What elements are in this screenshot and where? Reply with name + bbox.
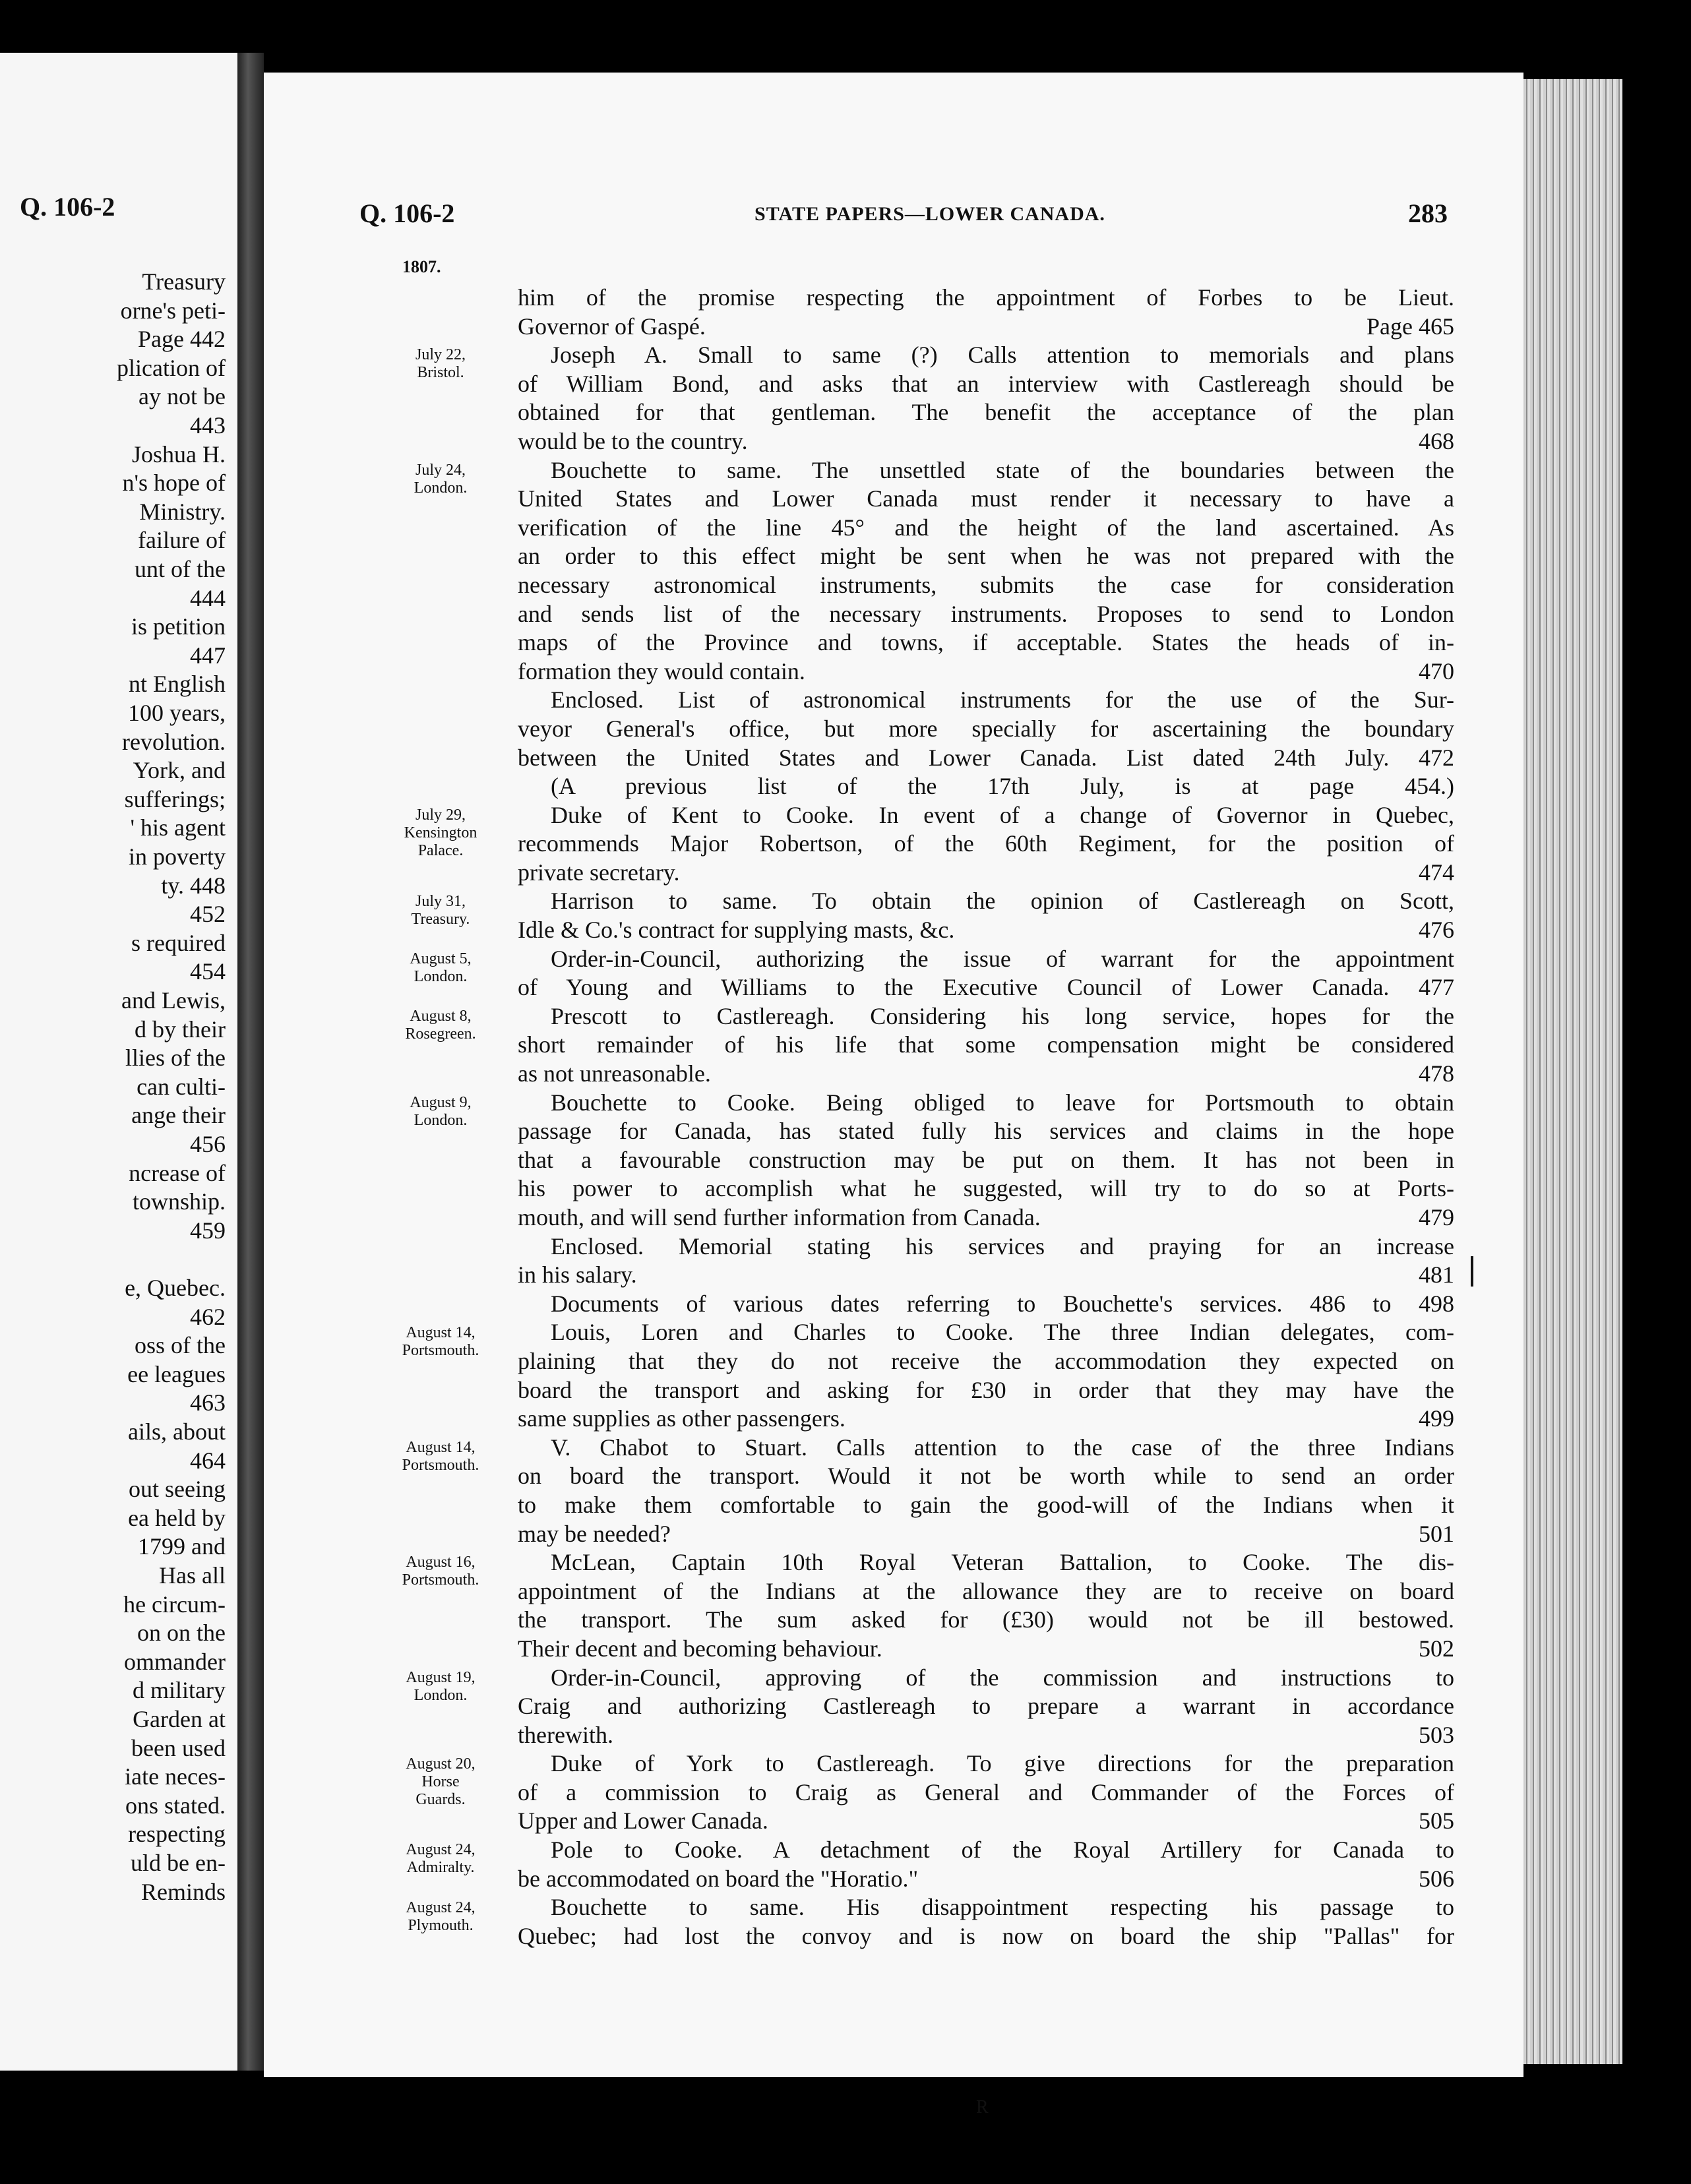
left-page-line: ommander [124, 1648, 226, 1675]
left-page-line: iate neces- [125, 1763, 226, 1790]
body-line [518, 1836, 1454, 1865]
margin-note-line: July 29, [415, 806, 466, 824]
signature-mark: R [976, 2097, 989, 2117]
margin-note-line: August 19, [406, 1668, 476, 1686]
margin-note-line: London. [414, 967, 468, 985]
left-page-line: ange their [131, 1102, 226, 1129]
body-line-text: Prescott to Castlereagh. Considering his long service, hopes for the [551, 1002, 1454, 1029]
left-page-line: 443 [190, 412, 226, 439]
body-line-text: recommends Major Robertson, of the 60th Regiment, for the position of [518, 830, 1454, 857]
margin-date-place [361, 1094, 520, 1130]
body-line-text: McLean, Captain 10th Royal Veteran Battalion, to Cooke. The dis- [551, 1549, 1454, 1576]
body-line [518, 973, 1454, 1002]
body-line-text: short remainder of his life that some compensation might be considered [518, 1031, 1454, 1058]
margin-note-line: Horse [421, 1773, 460, 1790]
body-line-text: be accommodated on board the "Horatio." [518, 1865, 919, 1892]
body-line-text: verification of the line 45° and the height of the land ascertained. As [518, 514, 1454, 541]
body-line [518, 1635, 1454, 1664]
body-line [518, 456, 1454, 485]
body-line [518, 916, 1454, 945]
left-page-line: on on the [137, 1620, 226, 1647]
body-line-text: the transport. The sum asked for (£30) would not be ill bestowed. [518, 1606, 1454, 1633]
body-line-text: on board the transport. Would it not be worth while to send an order [518, 1463, 1454, 1490]
left-page-line: Ministry. [139, 498, 226, 525]
left-page-line: n's hope of [122, 470, 226, 497]
body-line [518, 1548, 1454, 1577]
body-line [518, 571, 1454, 600]
margin-note-line: August 24, [406, 1898, 476, 1916]
left-page [0, 53, 237, 2071]
margin-note-line: Palace. [417, 841, 464, 859]
left-page-header: Q. 106-2 [20, 192, 115, 222]
left-page-line: Reminds [140, 1878, 226, 1905]
margin-date-place [361, 893, 520, 928]
margin-note-line: London. [414, 1686, 468, 1704]
left-page-line: oss of the [135, 1332, 226, 1359]
body-line [518, 1318, 1454, 1347]
margin-note-line: August 24, [406, 1841, 476, 1859]
page-reference: 502 [1419, 1635, 1454, 1662]
body-line [518, 1174, 1454, 1203]
page-reference: 468 [1419, 427, 1454, 454]
left-page-line: ee leagues [127, 1360, 226, 1387]
left-page-line: 456 [190, 1131, 226, 1157]
body-line-text: Order-in-Council, approving of the commission and instructions to [551, 1664, 1454, 1691]
body-line [518, 600, 1454, 629]
margin-note-line: August 16, [406, 1554, 476, 1571]
body-line [518, 1203, 1454, 1232]
page-number: 283 [1408, 198, 1448, 228]
left-page-line: and Lewis, [121, 987, 226, 1014]
body-line-text: necessary astronomical instruments, submits the case for consideration [518, 571, 1454, 598]
body-line-text: veyor General's office, but more specially for ascertaining the boundary [518, 715, 1454, 742]
body-line-text: passage for Canada, has stated fully his services and claims in the hope [518, 1118, 1454, 1145]
body-line [518, 398, 1454, 427]
margin-date-place [361, 1008, 520, 1043]
body-line [518, 284, 1454, 313]
body-line-text: private secretary. [518, 859, 680, 886]
reference-code: Q. 106-2 [359, 198, 455, 228]
body-line-text: Quebec; had lost the convoy and is now on board the ship "Pallas" for [518, 1922, 1454, 1949]
body-line-text: same supplies as other passengers. [518, 1405, 846, 1432]
left-page-line: Page 442 [138, 326, 226, 353]
book-gutter [237, 53, 264, 2071]
body-line-text: of William Bond, and asks that an interview with Castlereagh should be [518, 370, 1454, 397]
body-line-text: Bouchette to Cooke. Being obliged to leave for Portsmouth to obtain [551, 1089, 1454, 1116]
body-line-text: of Young and Williams to the Executive Council of Lower Canada. 477 [518, 974, 1454, 1001]
left-page-line: in poverty [129, 843, 226, 870]
body-line [518, 485, 1454, 514]
body-line-text: mouth, and will send further information from Canada. [518, 1204, 1041, 1230]
body-text [518, 284, 1454, 1951]
left-page-line: 464 [190, 1447, 226, 1474]
left-page-line: township. [132, 1188, 226, 1215]
body-line [518, 657, 1454, 686]
body-line [518, 1893, 1454, 1922]
margin-date-place [361, 1755, 520, 1809]
left-page-line: Joshua H. [132, 440, 226, 468]
body-line [518, 628, 1454, 657]
page-title: STATE PAPERS—LOWER CANADA. [754, 203, 1105, 225]
body-line [518, 370, 1454, 399]
body-line-text: Upper and Lower Canada. [518, 1807, 768, 1835]
margin-note-line: August 9, [410, 1093, 472, 1111]
margin-date-place [361, 1669, 520, 1705]
left-page-line: failure of [138, 527, 226, 554]
page-reference: 505 [1419, 1807, 1454, 1835]
page-reference: 470 [1419, 657, 1454, 684]
page-reference: 503 [1419, 1721, 1454, 1748]
left-page-line: ea held by [128, 1504, 226, 1531]
margin-note-line: Rosegreen. [405, 1025, 476, 1043]
body-line-text: may be needed? [518, 1520, 671, 1547]
margin-note-line: July 24, [415, 461, 466, 479]
left-page-line: revolution. [122, 728, 226, 755]
margin-note-line: Portsmouth. [402, 1341, 479, 1359]
margin-note-line: London. [414, 479, 468, 497]
left-page-line: uld be en- [131, 1850, 226, 1876]
left-page-line: ails, about [128, 1418, 226, 1445]
body-line-text: that a favourable construction may be put on them. It has not been in [518, 1146, 1454, 1173]
margin-note-line: Bristol. [417, 364, 464, 382]
left-page-line: can culti- [137, 1073, 226, 1100]
body-line [518, 1721, 1454, 1750]
body-line-text: Bouchette to same. The unsettled state of the boundaries between the [551, 456, 1454, 483]
body-line [518, 1347, 1454, 1376]
margin-date-place [361, 950, 520, 986]
body-line-text: to make them comfortable to gain the good-will of the Indians when it [518, 1491, 1454, 1518]
body-line [518, 1405, 1454, 1434]
page-reference: 476 [1419, 917, 1454, 944]
body-line [518, 1606, 1454, 1635]
margin-note-line: August 5, [410, 950, 472, 967]
year-heading: 1807. [402, 257, 441, 276]
body-line [518, 1491, 1454, 1520]
margin-date-place [361, 1899, 520, 1935]
body-line-text: Enclosed. Memorial stating his services and praying for an increase [551, 1232, 1454, 1259]
body-line [518, 427, 1454, 456]
left-page-line: 452 [190, 901, 226, 928]
left-page-line: 444 [190, 584, 226, 611]
body-line-text: Order-in-Council, authorizing the issue of warrant for the appointment [551, 945, 1454, 972]
body-line [518, 1520, 1454, 1549]
left-page-line: s required [131, 929, 226, 956]
body-line-text: appointment of the Indians at the allowance they are to receive on board [518, 1577, 1454, 1604]
body-line [518, 686, 1454, 715]
body-line [518, 887, 1454, 916]
body-line-text: Craig and authorizing Castlereagh to prepare a warrant in accordance [518, 1693, 1454, 1720]
margin-date-place [361, 806, 520, 860]
page-reference: 478 [1419, 1060, 1454, 1087]
page-reference: 479 [1419, 1204, 1454, 1230]
left-page-line: e, Quebec. [125, 1275, 226, 1301]
body-line [518, 1807, 1454, 1836]
margin-mark [1471, 1256, 1473, 1287]
body-line [518, 1692, 1454, 1721]
left-page-line: nt English [128, 671, 226, 698]
left-page-line: is petition [131, 613, 226, 640]
left-page-line: d by their [135, 1016, 226, 1043]
left-page-line: respecting [128, 1821, 226, 1848]
body-line-text: V. Chabot to Stuart. Calls attention to the case of the three Indians [551, 1434, 1454, 1461]
body-line [518, 1031, 1454, 1060]
body-line [518, 1376, 1454, 1405]
body-line-text: Pole to Cooke. A detachment of the Royal Artillery for Canada to [551, 1836, 1454, 1864]
body-line-text: him of the promise respecting the appointment of Forbes to be Lieut. [518, 284, 1454, 311]
body-line [518, 1232, 1454, 1261]
body-line [518, 830, 1454, 859]
left-page-line: d military [133, 1677, 226, 1704]
left-page-line: he circum- [123, 1591, 226, 1618]
left-page-line: ty. 448 [161, 872, 226, 899]
left-page-line: llies of the [125, 1045, 226, 1072]
margin-note-line: London. [414, 1111, 468, 1129]
margin-note-line: August 14, [406, 1323, 476, 1341]
body-line [518, 1261, 1454, 1290]
body-line-text: board the transport and asking for £30 in order that they may have the [518, 1376, 1454, 1403]
left-page-line: sufferings; [124, 785, 226, 812]
body-line [518, 542, 1454, 571]
body-line [518, 945, 1454, 974]
left-page-line: ' his agent [130, 814, 226, 841]
margin-date-place [361, 462, 520, 497]
body-line-text: plaining that they do not receive the accommodation they expected on [518, 1347, 1454, 1374]
body-line [518, 1462, 1454, 1491]
body-line-text: Enclosed. List of astronomical instruments for the use of the Sur- [551, 686, 1454, 713]
body-line [518, 744, 1454, 773]
margin-note-line: Guards. [415, 1790, 466, 1808]
body-line-text: Governor of Gaspé. [518, 313, 706, 340]
margin-date-place [361, 1439, 520, 1474]
page-reference: 501 [1419, 1520, 1454, 1547]
left-page-line: ncrease of [129, 1159, 226, 1186]
body-line-text: between the United States and Lower Canada. List dated 24th July. 472 [518, 744, 1454, 771]
left-page-line: 100 years, [128, 700, 226, 726]
body-line [518, 514, 1454, 543]
body-line-text: (A previous list of the 17th July, is at page 454.) [551, 773, 1454, 800]
body-line [518, 1290, 1454, 1319]
body-line-text: and sends list of the necessary instruments. Proposes to send to London [518, 600, 1454, 627]
body-line-text: Joseph A. Small to same (?) Calls attention to memorials and plans [551, 342, 1454, 369]
body-line [518, 1060, 1454, 1089]
left-page-line: Has all [159, 1562, 226, 1589]
body-line [518, 772, 1454, 801]
body-line [518, 1117, 1454, 1146]
left-page-line: ons stated. [125, 1792, 226, 1819]
page-reference: 506 [1419, 1865, 1454, 1892]
left-page-line: 462 [190, 1303, 226, 1330]
body-line-text: obtained for that gentleman. The benefit the acceptance of the plan [518, 399, 1454, 426]
body-line-text: Harrison to same. To obtain the opinion of Castlereagh on Scott, [551, 888, 1454, 915]
margin-note-line: Kensington [404, 824, 477, 841]
body-line-text: United States and Lower Canada must render it necessary to have a [518, 485, 1454, 512]
body-line [518, 1865, 1454, 1894]
body-line [518, 859, 1454, 888]
margin-note-line: Plymouth. [408, 1916, 474, 1934]
body-line [518, 1002, 1454, 1031]
margin-date-place [361, 1324, 520, 1360]
body-line [518, 1089, 1454, 1118]
left-page-line: 463 [190, 1389, 226, 1416]
body-line-text: Bouchette to same. His disappointment respecting his passage to [551, 1894, 1454, 1921]
margin-note-line: August 20, [406, 1755, 476, 1773]
page-reference: Page 465 [1367, 313, 1454, 340]
page-reference: 474 [1419, 859, 1454, 886]
body-line-text: maps of the Province and towns, if acceptable. States the heads of in- [518, 629, 1454, 656]
body-line [518, 715, 1454, 744]
margin-note-line: Admiralty. [406, 1859, 475, 1877]
body-line-text: as not unreasonable. [518, 1060, 711, 1087]
left-page-line: unt of the [135, 556, 226, 582]
margin-date-place [361, 1841, 520, 1877]
body-line-text: his power to accomplish what he suggested, will try to do so at Ports- [518, 1175, 1454, 1202]
left-page-line: orne's peti- [120, 297, 226, 324]
body-line-text: Their decent and becoming behaviour. [518, 1635, 882, 1662]
left-page-line: 1799 and [138, 1533, 226, 1560]
body-line-text: Documents of various dates referring to Bouchette's services. 486 to 498 [551, 1290, 1454, 1317]
margin-note-line: Portsmouth. [402, 1571, 479, 1589]
body-line-text: of a commission to Craig as General and Commander of the Forces of [518, 1778, 1454, 1805]
margin-note-line: Portsmouth. [402, 1457, 479, 1474]
body-line [518, 341, 1454, 370]
body-line-text: an order to this effect might be sent when he was not prepared with the [518, 543, 1454, 570]
right-page [264, 73, 1523, 2117]
body-line [518, 1922, 1454, 1951]
margin-note-line: July 22, [415, 346, 466, 364]
body-line [518, 1577, 1454, 1606]
page-reference: 499 [1419, 1405, 1454, 1432]
body-line [518, 313, 1454, 342]
body-line [518, 1749, 1454, 1778]
page-reference: 481 [1419, 1261, 1454, 1289]
margin-note-line: Treasury. [411, 910, 470, 928]
body-line [518, 1434, 1454, 1463]
body-line-text: formation they would contain. [518, 657, 805, 684]
left-page-line: Treasury [142, 268, 226, 295]
left-page-line: York, and [133, 757, 226, 784]
left-page-line: been used [131, 1734, 226, 1761]
margin-note-line: July 31, [415, 892, 466, 910]
left-page-line: out seeing [129, 1476, 226, 1503]
left-page-line: plication of [117, 354, 226, 381]
margin-date-place [361, 346, 520, 382]
body-line [518, 801, 1454, 830]
left-page-line: Garden at [133, 1706, 226, 1732]
body-line [518, 1778, 1454, 1807]
left-page-line: 447 [190, 642, 226, 669]
body-line-text: Duke of Kent to Cooke. In event of a change of Governor in Quebec, [551, 801, 1454, 828]
page-edges [1523, 79, 1622, 2064]
body-line-text: would be to the country. [518, 427, 748, 454]
margin-note-line: August 8, [410, 1008, 472, 1025]
body-line-text: Louis, Loren and Charles to Cooke. The three Indian delegates, com- [551, 1319, 1454, 1346]
body-line-text: Idle & Co.'s contract for supplying masts, &c. [518, 917, 955, 944]
body-line-text: therewith. [518, 1721, 613, 1748]
body-line-text: Duke of York to Castlereagh. To give directions for the preparation [551, 1750, 1454, 1777]
margin-note-line: August 14, [406, 1439, 476, 1456]
body-line [518, 1146, 1454, 1175]
body-line-text: in his salary. [518, 1261, 637, 1289]
body-line [518, 1664, 1454, 1693]
left-page-line: 459 [190, 1217, 226, 1244]
left-page-line: ay not be [138, 383, 226, 410]
left-page-line: 454 [190, 958, 226, 985]
margin-date-place [361, 1554, 520, 1589]
